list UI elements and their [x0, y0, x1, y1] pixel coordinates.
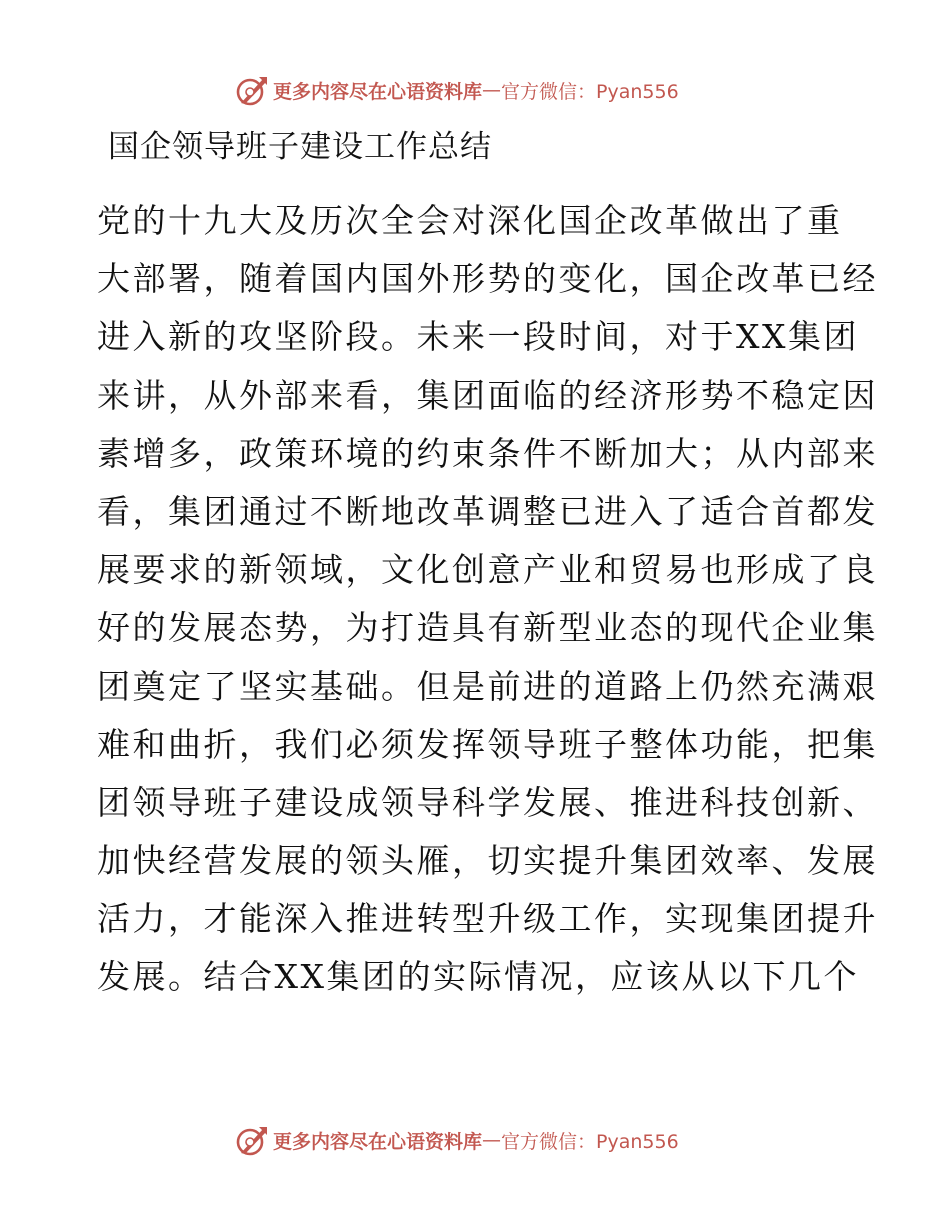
body-line: 团奠定了坚实基础。但是前进的道路上仍然充满艰 — [97, 666, 878, 706]
body-line: 好的发展态势，为打造具有新型业态的现代企业集 — [97, 608, 878, 648]
body-line: 展要求的新领域，文化创意产业和贸易也形成了良 — [97, 550, 878, 590]
body-line: 素增多，政策环境的约束条件不断加大；从内部来 — [97, 433, 878, 473]
document-title: 国企领导班子建设工作总结 — [108, 129, 492, 165]
body-line: 发展。结合XX集团的实际情况，应该从以下几个 — [97, 957, 859, 997]
watermark-main-text: 更多内容尽在心语资料库 — [273, 1130, 483, 1153]
watermark-separator: — — [482, 79, 502, 101]
body-line: 看，集团通过不断地改革调整已进入了适合首都发 — [97, 491, 878, 531]
watermark-separator: — — [482, 1129, 502, 1151]
body-line: 大部署，随着国内国外形势的变化，国企改革已经 — [97, 259, 878, 299]
body-line: 来讲，从外部来看，集团面临的经济形势不稳定因 — [97, 375, 878, 415]
body-line: 加快经营发展的领头雁，切实提升集团效率、发展 — [97, 841, 878, 881]
body-line: 活力，才能深入推进转型升级工作，实现集团提升 — [97, 899, 878, 939]
body-line: 难和曲折，我们必须发挥领导班子整体功能，把集 — [97, 724, 878, 764]
header-watermark — [235, 72, 715, 108]
watermark-main-text: 更多内容尽在心语资料库 — [273, 80, 483, 103]
body-line: 进入新的攻坚阶段。未来一段时间，对于XX集团 — [97, 317, 859, 357]
watermark-contact-text: 官方微信：Pyan556 — [501, 80, 679, 103]
quill-seal-icon — [235, 73, 269, 107]
document-body — [97, 192, 878, 1007]
quill-seal-icon — [235, 1123, 269, 1157]
footer-watermark — [235, 1122, 715, 1158]
watermark-contact-text: 官方微信：Pyan556 — [501, 1130, 679, 1153]
body-line: 党的十九大及历次全会对深化国企改革做出了重 — [97, 201, 843, 240]
body-line: 团领导班子建设成领导科学发展、推进科技创新、 — [97, 782, 878, 822]
